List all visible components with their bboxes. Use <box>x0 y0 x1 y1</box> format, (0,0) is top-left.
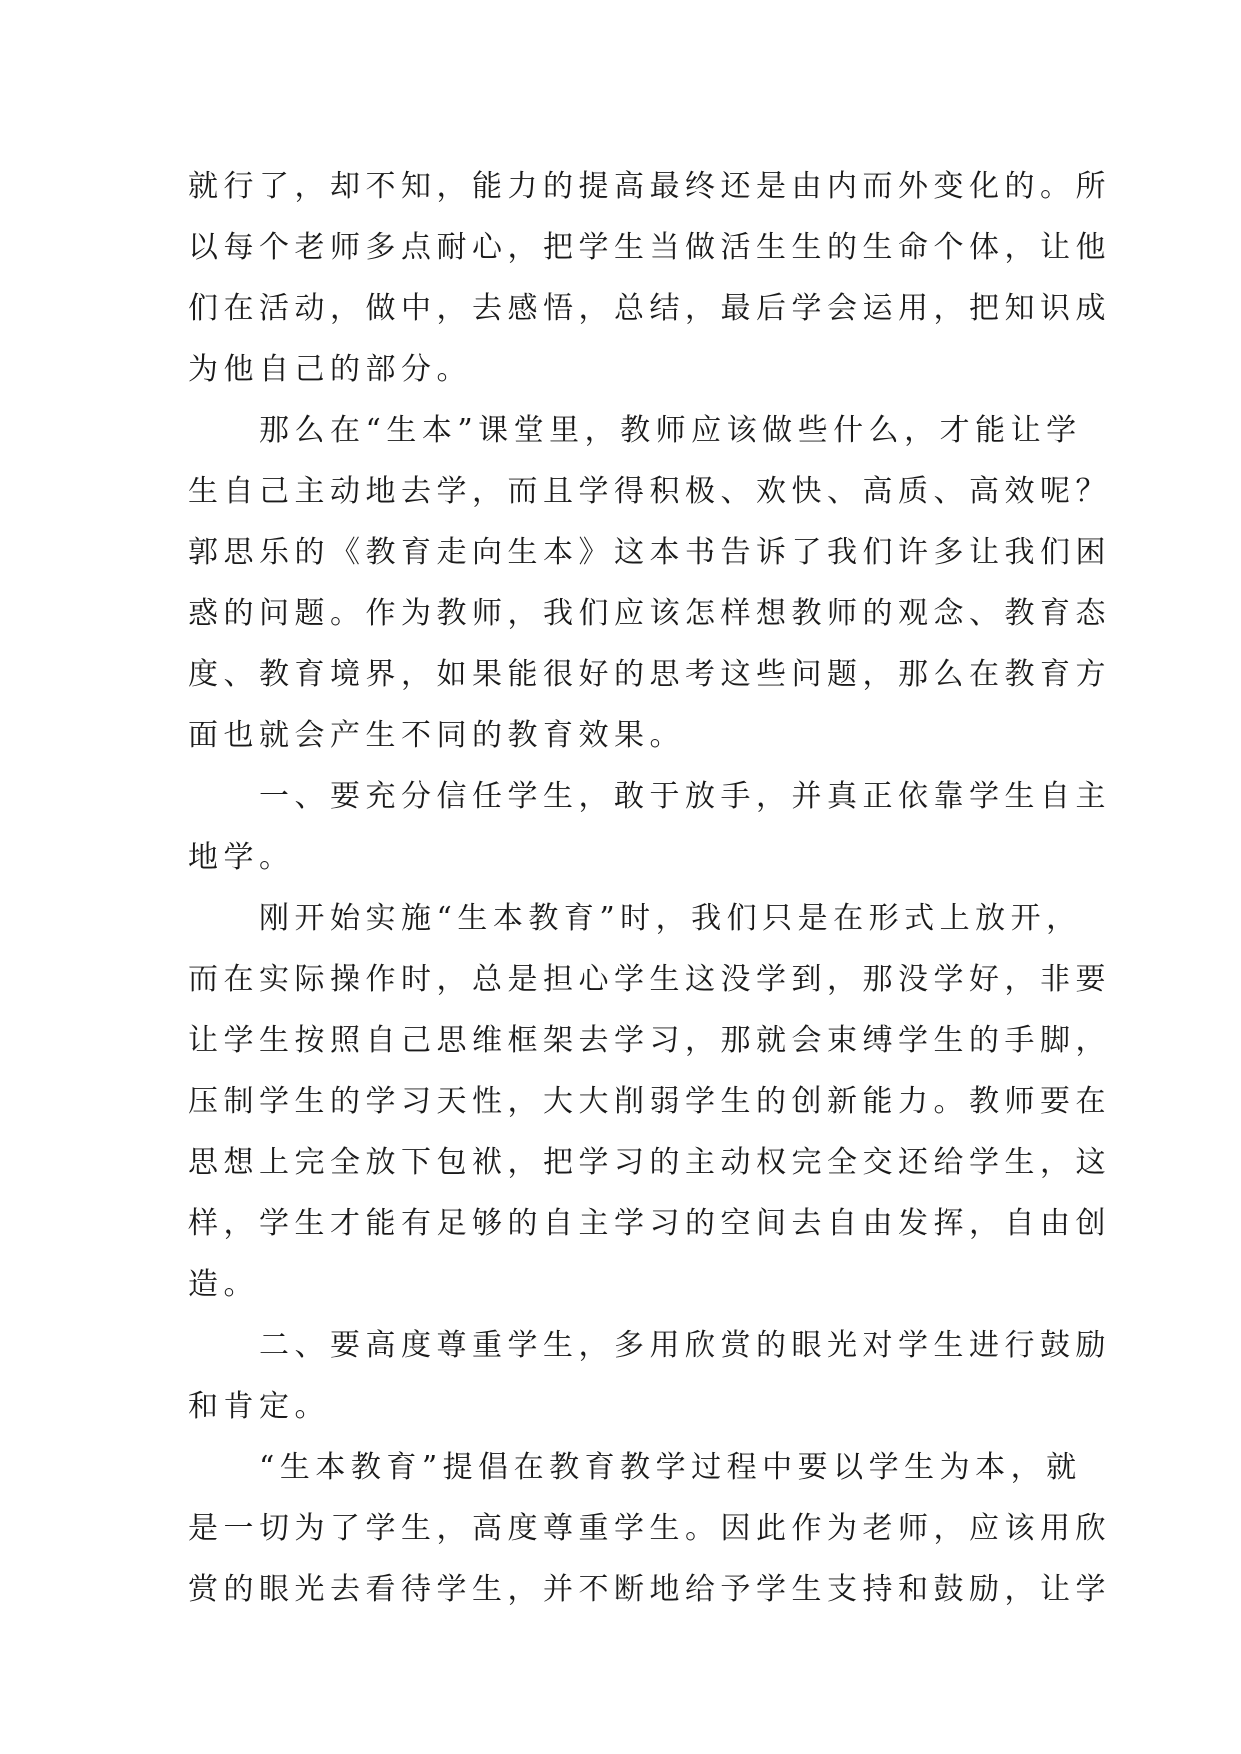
text-line: 而在实际操作时，总是担心学生这没学到，那没学好，非要 <box>188 962 1111 997</box>
text-line: 和肯定。 <box>188 1389 330 1424</box>
text-line: 为他自己的部分。 <box>188 352 472 387</box>
text-line: 一、要充分信任学生，敢于放手，并真正依靠学生自主 <box>188 779 1111 814</box>
text-line: 就行了，却不知，能力的提高最终还是由内而外变化的。所 <box>188 169 1111 204</box>
text-line: 二、要高度尊重学生，多用欣赏的眼光对学生进行鼓励 <box>188 1328 1111 1363</box>
text-line: 让学生按照自己思维框架去学习，那就会束缚学生的手脚， <box>188 1023 1111 1058</box>
text-line: 思想上完全放下包袱，把学习的主动权完全交还给学生，这 <box>188 1145 1111 1180</box>
text-line: 赏的眼光去看待学生，并不断地给予学生支持和鼓励，让学 <box>188 1572 1111 1607</box>
text-line: 郭思乐的《教育走向生本》这本书告诉了我们许多让我们困 <box>188 535 1111 570</box>
text-line: 是一切为了学生，高度尊重学生。因此作为老师，应该用欣 <box>188 1511 1111 1546</box>
text-line: 生自己主动地去学，而且学得积极、欢快、高质、高效呢？ <box>188 474 1111 509</box>
text-line: 压制学生的学习天性，大大削弱学生的创新能力。教师要在 <box>188 1084 1111 1119</box>
text-line: 地学。 <box>188 840 295 875</box>
text-line: 以每个老师多点耐心，把学生当做活生生的生命个体，让他 <box>188 230 1111 265</box>
body-text <box>188 156 1111 1620</box>
text-line: “生本教育”提倡在教育教学过程中要以学生为本，就 <box>188 1450 1082 1485</box>
text-line: 造。 <box>188 1267 259 1302</box>
text-line: 面也就会产生不同的教育效果。 <box>188 718 685 753</box>
text-line: 惑的问题。作为教师，我们应该怎样想教师的观念、教育态 <box>188 596 1111 631</box>
text-line: 那么在“生本”课堂里，教师应该做些什么，才能让学 <box>188 413 1082 448</box>
text-line: 刚开始实施“生本教育”时，我们只是在形式上放开， <box>188 901 1082 936</box>
text-line: 样，学生才能有足够的自主学习的空间去自由发挥，自由创 <box>188 1206 1111 1241</box>
text-line: 度、教育境界，如果能很好的思考这些问题，那么在教育方 <box>188 657 1111 692</box>
text-line: 们在活动，做中，去感悟，总结，最后学会运用，把知识成 <box>188 291 1111 326</box>
